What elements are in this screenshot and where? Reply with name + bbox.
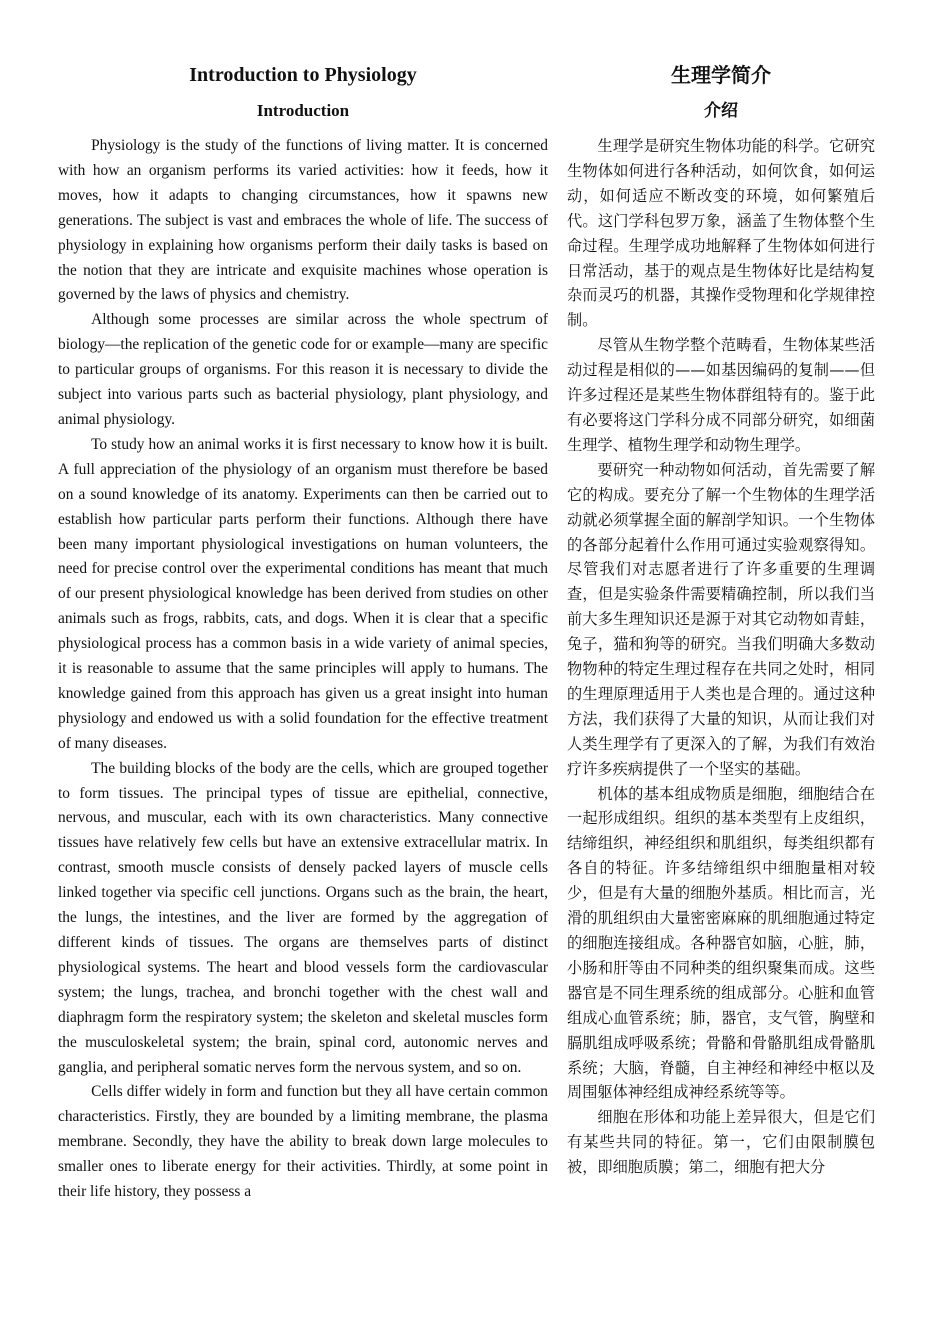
english-paragraph-1: Physiology is the study of the functions of living matter. It is concerned with how an organism performs its varied activities: how it feeds, how it moves, how it adapts to changing circumstances, how it spawns new generations. The subject is vast and embraces the whole of life. The success of physiology in explaining how organisms perform their daily tasks is based on the notion that they are intricate and exquisite machines whose operation is governed by the laws of physics and chemistry.	[58, 137, 548, 304]
chinese-subtitle: 介绍	[704, 101, 738, 121]
chinese-paragraph-1: 生理学是研究生物体功能的科学。它研究生物体如何进行各种活动，如何饮食，如何运动，如何适应不断改变的环境，如何繁殖后代。这门学科包罗万象，涵盖了生物体整个生命过程。生理学成功地解释了生物体如何进行日常活动，基于的观点是生物体好比是结构复杂而灵巧的机器，其操作受物理和化学规律控制。	[567, 137, 875, 330]
chinese-paragraph-4: 机体的基本组成物质是细胞，细胞结合在一起形成组织。组织的基本类型有上皮组织，结缔组织，神经组织和肌组织，每类组织都有各自的特征。许多结缔组织中细胞量相对较少，但是有大量的细胞外基质。相比而言，光滑的肌组织由大量密密麻麻的肌细胞通过特定的细胞连接组成。各种器官如脑，心脏，肺，小肠和肝等由不同种类的组织聚集而成。这些器官是不同生理系统的组成部分。心脏和血管组成心血管系统；肺，器官，支气管，胸壁和膈肌组成呼吸系统；骨骼和骨骼肌组成骨骼肌系统；大脑，脊髓，自主神经和神经中枢以及周围躯体神经组成神经系统等等。	[567, 784, 875, 1102]
english-paragraph-4: The building blocks of the body are the cells, which are grouped together to form tissues. The principal types of tissue are epithelial, connective, nervous, and muscular, each with its own characteristics. Many connective tissues have relatively few cells but have an extensive extracellular matrix. In contrast, smooth muscle consists of densely packed layers of muscle cells linked together via specific cell junctions. Organs such as the brain, the heart, the lungs, the intestines, and the liver are formed by the aggregation of different kinds of tissues. The organs are themselves parts of distinct physiological systems. The heart and blood vessels form the cardiovascular system; the lungs, trachea, and bronchi together with the chest wall and diaphragm form the respiratory system; the skeleton and skeletal muscles form the musculoskeletal system; the brain, spinal cord, autonomic nerves and ganglia, and peripheral somatic nerves form the nervous system, and so on.	[58, 759, 548, 1076]
english-column	[58, 60, 548, 1205]
english-subtitle: Introduction	[256, 101, 350, 120]
english-paragraph-5: Cells differ widely in form and function but they all have certain common characteristics. Firstly, they are bounded by a limiting membrane, the plasma membrane. Secondly, they have the ability to break down large molecules to smaller ones to liberate energy for their activities. Thirdly, at some point in their life history, they possess a	[58, 1083, 548, 1201]
chinese-paragraph-2: 尽管从生物学整个范畴看，生物体某些活动过程是相似的——如基因编码的复制——但许多过程还是某些生物体群组特有的。鉴于此有必要将这门学科分成不同部分研究，如细菌生理学、植物生理学和动物生理学。	[567, 336, 875, 454]
english-paragraph-2: Although some processes are similar across the whole spectrum of biology—the replication of the genetic code for or example—many are specific to particular groups of organisms. For this reason it is necessary to divide the subject into various parts such as bacterial physiology, plant physiology, and animal physiology.	[58, 311, 548, 428]
chinese-title: 生理学简介	[671, 63, 771, 87]
chinese-column	[567, 60, 875, 1180]
english-paragraph-3: To study how an animal works it is first necessary to know how it is built. A full appreciation of the physiology of an organism must therefore be based on a sound knowledge of its anatomy. Experiments can then be carried out to establish how particular parts perform their functions. Although there have been many important physiological investigations on human volunteers, the need for precise control over the experimental conditions has meant that much of our present physiological knowledge has been derived from studies on other animals such as frogs, rabbits, cats, and dogs. When it is clear that a specific physiological process has a common basis in a wide variety of animal species, it is reasonable to assume that the same principles will apply to humans. The knowledge gained from this approach has given us a great insight into human physiology and endowed us with a solid foundation for the effective treatment of many diseases.	[58, 435, 548, 752]
chinese-paragraph-5: 细胞在形体和功能上差异很大，但是它们有某些共同的特征。第一，它们由限制膜包被，即细胞质膜；第二，细胞有把大分	[567, 1108, 875, 1177]
chinese-paragraph-3: 要研究一种动物如何活动，首先需要了解它的构成。要充分了解一个生物体的生理学活动就必须掌握全面的解剖学知识。一个生物体的各部分起着什么作用可通过实验观察得知。尽管我们对志愿者进行了许多重要的生理调查，但是实验条件需要精确控制，所以我们当前大多生理知识还是源于对其它动物如青蛙，兔子，猫和狗等的研究。当我们明确大多数动物物种的特定生理过程存在共同之处时，相同的生理原理适用于人类也是合理的。通过这种方法，我们获得了大量的知识，从而让我们对人类生理学有了更深入的了解，为我们有效治疗许多疾病提供了一个坚实的基础。	[567, 460, 875, 778]
english-title: Introduction to Physiology	[189, 64, 417, 86]
